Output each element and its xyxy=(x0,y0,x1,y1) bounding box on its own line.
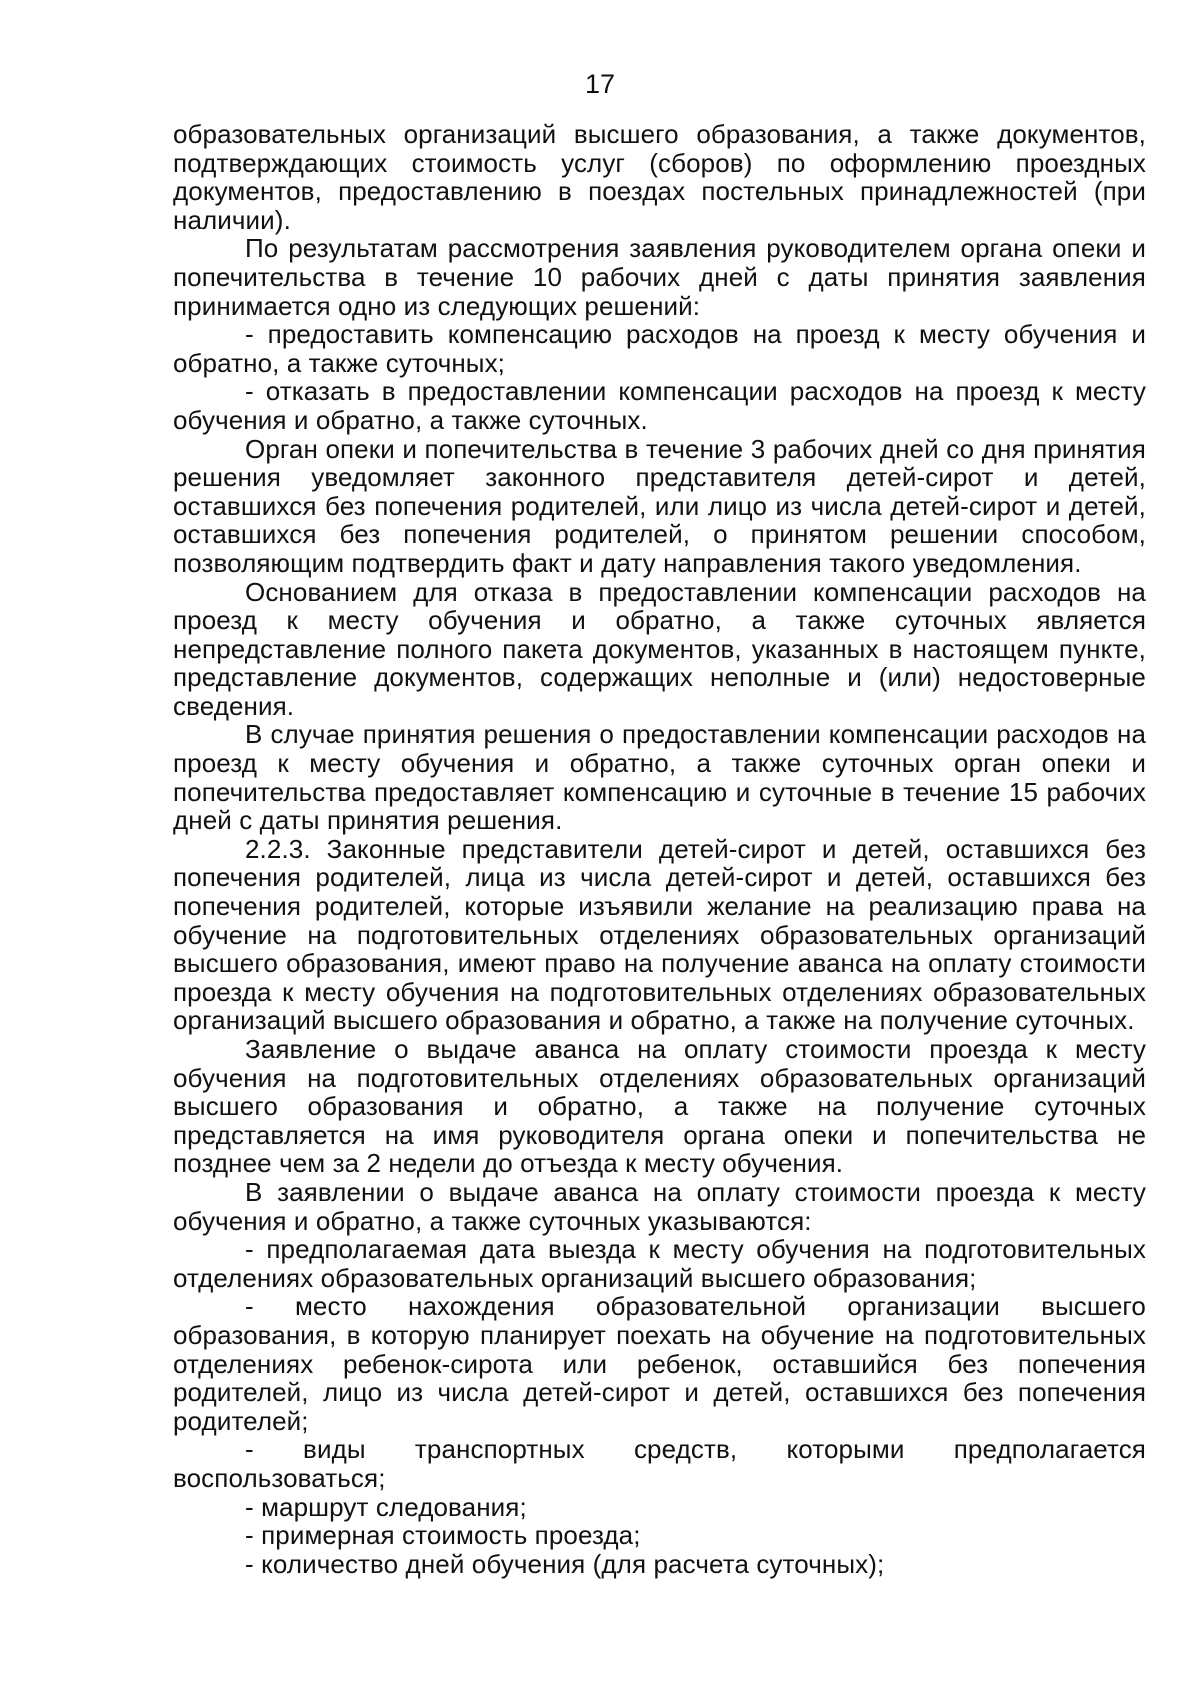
list-item-organization-location: - место нахождения образовательной организации высшего образования, в которую планирует поехать на обучение на подготовительных отделениях ребенок-сирота или ребенок, оставшийся без попечения родителей, лицо из числа детей-сирот и детей, оставшихся без попечения родителей; xyxy=(173,1291,1146,1436)
page-number: 17 xyxy=(584,69,616,99)
list-item-departure-date: - предполагаемая дата выезда к месту обучения на подготовительных отделениях образовательных организаций высшего образования; xyxy=(173,1234,1146,1293)
paragraph-application-contents: В заявлении о выдаче аванса на оплату стоимости проезда к месту обучения и обратно, а также суточных указываются: xyxy=(173,1176,1146,1236)
document-body xyxy=(173,120,1146,1578)
list-item-grant-compensation: - предоставить компенсацию расходов на проезд к месту обучения и обратно, а также суточных; xyxy=(173,319,1146,378)
paragraph-advance-application: Заявление о выдаче аванса на оплату стоимости проезда к месту обучения на подготовительных отделениях образовательных организаций высшего образования и обратно, а также на получение суточных представляется на имя руководителя органа опеки и попечительства не позднее чем за 2 недели до отъезда к месту обучения. xyxy=(173,1034,1146,1179)
section-2-2-3: 2.2.3. Законные представители детей-сирот и детей, оставшихся без попечения родителей, лица из числа детей-сирот и детей, оставшихся без попечения родителей, которые изъявили желание на реализацию права на обучение на подготовительных отделениях образовательных организаций высшего образования, имеют право на получение аванса на оплату стоимости проезда к месту обучения на подготовительных отделениях образовательных организаций высшего образования и обратно, а также на получение суточных. xyxy=(173,833,1146,1036)
paragraph-notification: Орган опеки и попечительства в течение 3 рабочих дней со дня принятия решения уведомляет законного представителя детей-сирот и детей, оставшихся без попечения родителей, или лицо из числа детей-сирот и детей, оставшихся без попечения родителей, о принятом решении способом, позволяющим подтвердить факт и дату направления такого уведомления. xyxy=(173,433,1146,578)
list-item-route: - маршрут следования; xyxy=(245,1491,527,1522)
paragraph-review-results: По результатам рассмотрения заявления руководителем органа опеки и попечительства в течение 10 рабочих дней с даты принятия заявления принимается одно из следующих решений: xyxy=(173,233,1146,321)
paragraph-continuation: образовательных организаций высшего образования, а также документов, подтверждающих стоимость услуг (сборов) по оформлению проездных документов, предоставлению в поездах постельных принадлежностей (при наличии). xyxy=(173,119,1146,235)
list-item-refuse-compensation: - отказать в предоставлении компенсации расходов на проезд к месту обучения и обратно, а также суточных. xyxy=(173,376,1146,435)
paragraph-payment-term: В случае принятия решения о предоставлении компенсации расходов на проезд к месту обучения и обратно, а также суточных орган опеки и попечительства предоставляет компенсацию и суточные в течение 15 рабочих дней с даты принятия решения. xyxy=(173,719,1146,836)
list-item-study-days: - количество дней обучения (для расчета суточных); xyxy=(245,1548,885,1579)
list-item-transport-types: - виды транспортных средств, которыми предполагается воспользоваться; xyxy=(173,1434,1146,1493)
paragraph-refusal-grounds: Основанием для отказа в предоставлении компенсации расходов на проезд к месту обучения и обратно, а также суточных является непредставление полного пакета документов, указанных в настоящем пункте, представление документов, содержащих неполные и (или) недостоверные сведения. xyxy=(173,576,1146,721)
list-item-estimated-cost: - примерная стоимость проезда; xyxy=(245,1520,641,1551)
